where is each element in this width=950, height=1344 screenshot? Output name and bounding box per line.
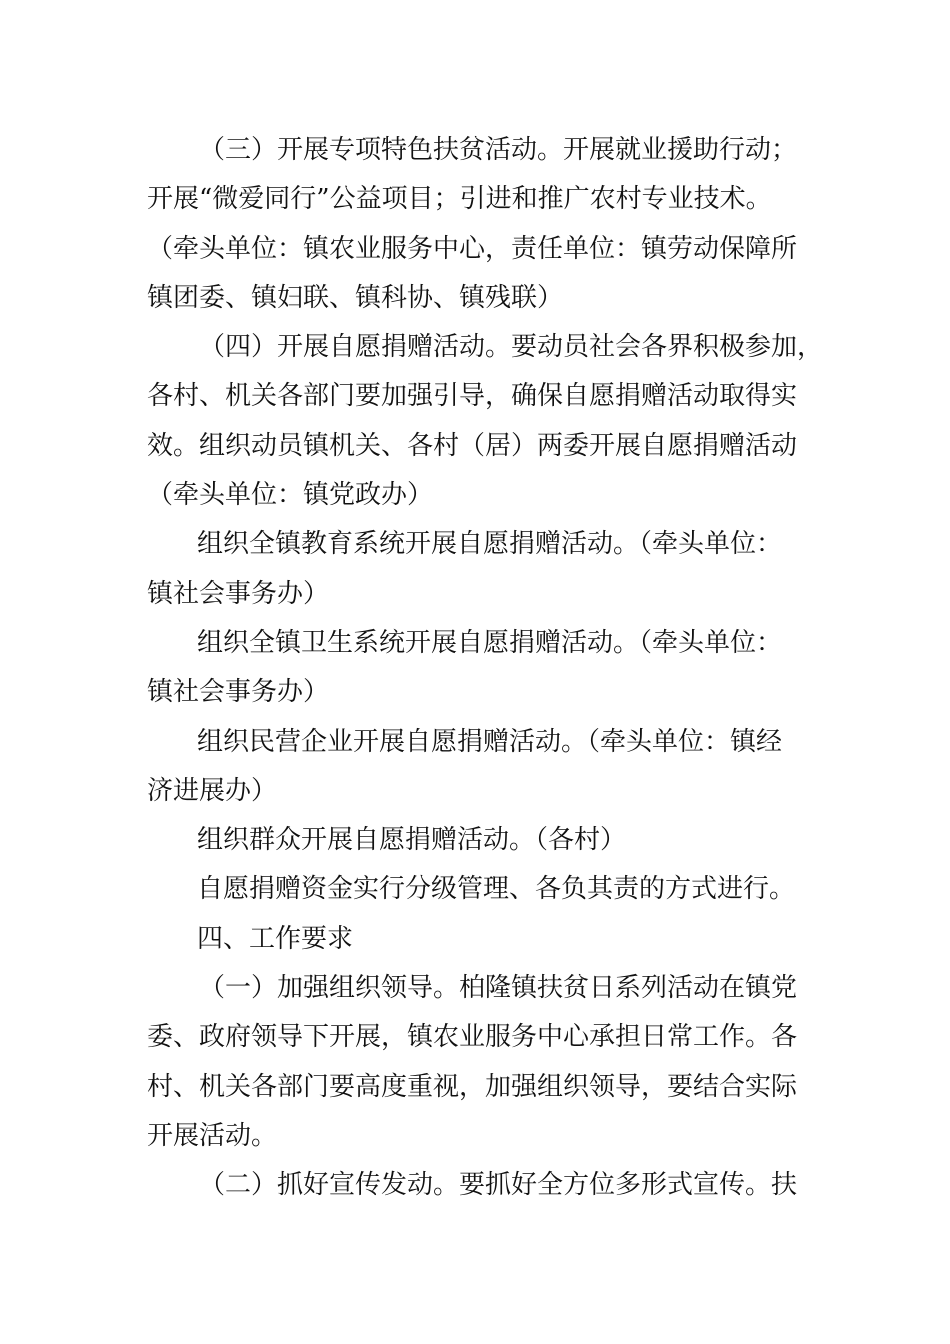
paragraph-line: （二）抓好宣传发动。要抓好全方位多形式宣传。扶 [199,1170,798,1201]
paragraph-line: （三）开展专项特色扶贫活动。开展就业援助行动； [199,135,798,165]
paragraph-line: （牵头单位：镇党政办） [147,480,434,511]
paragraph-line: 自愿捐赠资金实行分级管理、各负其责的方式进行。 [197,874,796,905]
paragraph-line: 委、政府领导下开展，镇农业服务中心承担日常工作。各 [147,1022,798,1053]
paragraph-line: 开展活动。 [147,1120,278,1151]
paragraph-line: 效。组织动员镇机关、各村（居）两委开展自愿捐赠活动 [147,430,798,461]
paragraph-line: 组织全镇卫生系统开展自愿捐赠活动。（牵头单位： [197,627,783,658]
paragraph-line: 组织全镇教育系统开展自愿捐赠活动。（牵头单位： [197,529,783,560]
paragraph-line: 组织民营企业开展自愿捐赠活动。（牵头单位：镇经 [197,726,783,757]
paragraph-line: 济进展办） [147,775,278,806]
paragraph-line: （一）加强组织领导。柏隆镇扶贫日系列活动在镇党 [199,973,798,1004]
paragraph-line: 组织群众开展自愿捐赠活动。（各村） [197,825,627,856]
paragraph-line: （牵头单位：镇农业服务中心，责任单位：镇劳动保障所 [147,233,798,264]
document-body [147,126,824,1211]
paragraph-line: 镇团委、镇妇联、镇科协、镇残联） [147,282,564,313]
section-heading: 四、工作要求 [197,923,354,954]
paragraph-line: 开展“微爱同行”公益项目；引进和推广农村专业技术。 [147,184,772,215]
paragraph-line: 村、机关各部门要高度重视，加强组织领导，要结合实际 [147,1071,798,1102]
paragraph-line: （四）开展自愿捐赠活动。要动员社会各界积极参加， [199,332,824,363]
paragraph-line: 各村、机关各部门要加强引导，确保自愿捐赠活动取得实 [147,381,798,412]
paragraph-line: 镇社会事务办） [147,677,330,708]
paragraph-line: 镇社会事务办） [147,578,330,609]
